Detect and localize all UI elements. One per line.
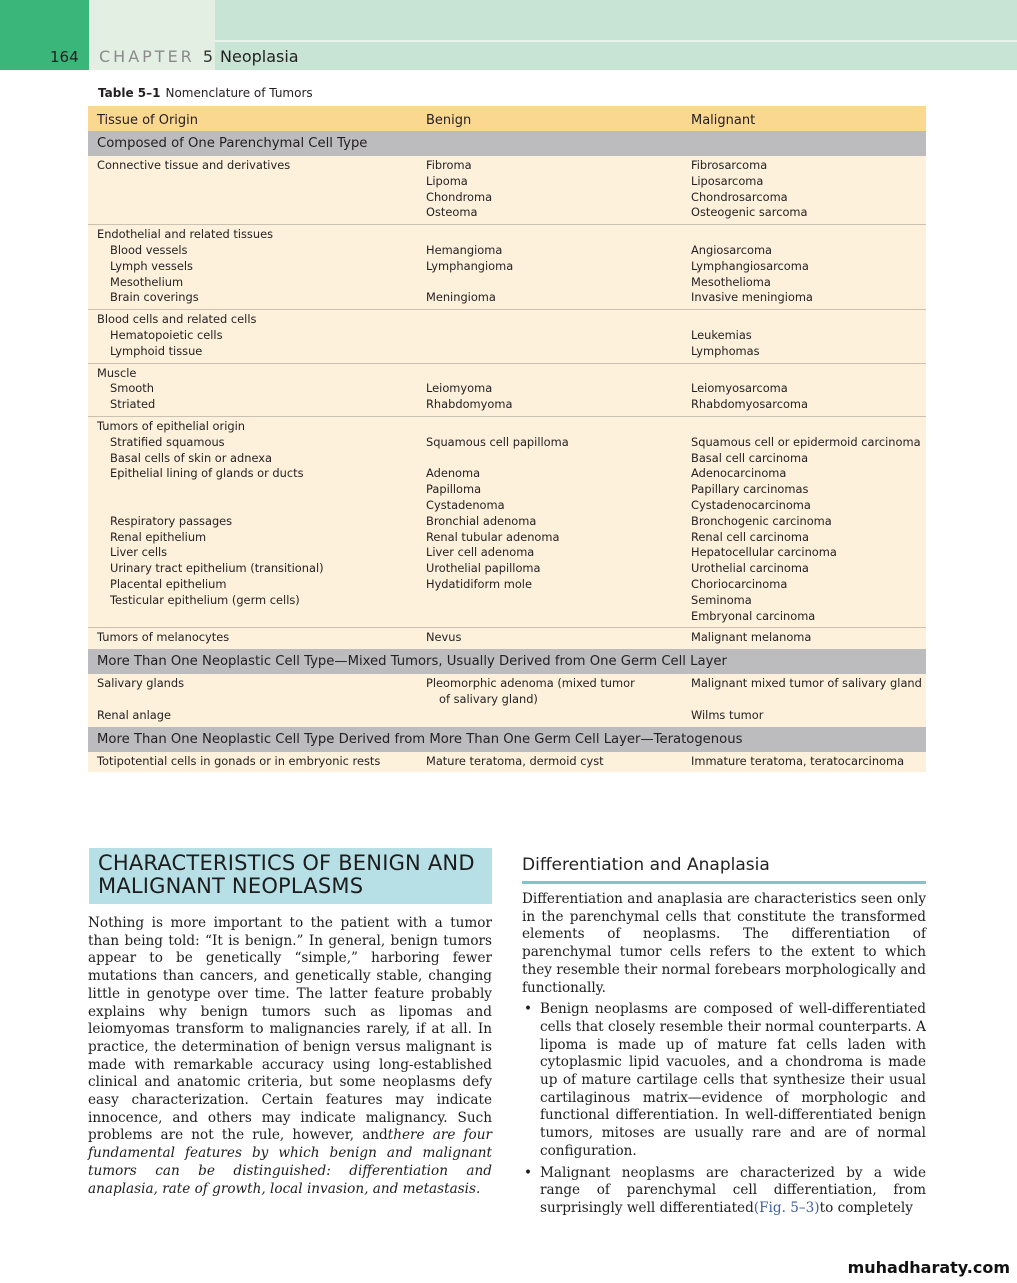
table-row-group [88, 225, 926, 310]
malignant-cell [691, 227, 926, 243]
origin-cell: Hematopoietic cells [110, 327, 223, 342]
table-row-group [88, 364, 926, 417]
malignant-cell-column [691, 312, 926, 359]
benign-cell [426, 609, 691, 625]
origin-cell: Epithelial lining of glands or ducts [110, 466, 304, 481]
origin-cell: Striated [110, 397, 156, 412]
origin-cell: Brain coverings [110, 290, 199, 305]
origin-cell [97, 482, 426, 498]
malignant-cell: Chondrosarcoma [691, 189, 788, 204]
figure-reference-link[interactable]: (Fig. 5–3) [753, 1199, 820, 1216]
malignant-cell-column [691, 419, 926, 624]
intro-text: Nothing is more important to the patient with a tumor than being told: “It is benign.” In general, benign tumors appear to be genetically “simple,” harboring fewer mutations than cancers, and genetically stable, changing little in genotype over time. The latter feature probably explains why benign tumors such as lipomas and leiomyomas transform to malignancies rarely, if at all. In practice, the determination of benign versus malignant is made with remarkable accuracy using long-established clinical and anatomic criteria, but some neoplasms defy easy characterization. Certain features may indicate innocence, and others may indicate malignancy. Such problems are not the rule, however, and [88, 915, 492, 1144]
malignant-cell: Leiomyosarcoma [691, 381, 788, 396]
benign-cell [426, 593, 691, 609]
table-section-header: More Than One Neoplastic Cell Type—Mixed Tumors, Usually Derived from One Germ Cell Layer [88, 649, 926, 674]
column-header-malignant: Malignant [691, 113, 756, 129]
benign-cell: Fibroma [426, 158, 472, 172]
origin-cell: Tumors of epithelial origin [97, 418, 245, 433]
benign-cell: Urothelial papilloma [426, 561, 541, 576]
subsection-rule [522, 881, 926, 884]
page-number: 164 [50, 48, 79, 66]
malignant-cell-column [691, 227, 926, 306]
origin-cell: Mesothelium [110, 274, 184, 289]
header-band [215, 0, 1017, 70]
bullet-item-benign [522, 1001, 926, 1160]
origin-cell: Blood cells and related cells [97, 312, 257, 327]
origin-cell [97, 174, 426, 190]
column-header-benign: Benign [426, 113, 472, 129]
origin-cell: Muscle [97, 365, 137, 380]
section-heading-line-2: MALIGNANT NEOPLASMS [98, 874, 364, 898]
origin-cell: Respiratory passages [110, 513, 233, 528]
malignant-cell: Malignant melanoma [691, 630, 812, 645]
benign-cell-column [426, 630, 691, 646]
origin-cell [97, 498, 426, 514]
origin-cell: Connective tissue and derivatives [97, 158, 291, 172]
benign-cell: Leiomyoma [426, 381, 493, 396]
malignant-cell: Choriocarcinoma [691, 576, 788, 591]
section-heading-line-1: CHARACTERISTICS OF BENIGN AND [98, 851, 475, 875]
table-row-group [88, 156, 926, 225]
bullet-item-malignant [522, 1165, 926, 1218]
malignant-cell: Osteogenic sarcoma [691, 205, 808, 220]
table-title: Nomenclature of Tumors [165, 86, 313, 100]
differentiation-paragraph: Differentiation and anaplasia are characteristics seen only in the parenchymal cells that constitute the transformed elements of neoplasms. The differentiation of parenchymal tumor cells refers to the extent to which they resemble their normal forebears morphologically and functionally. [522, 891, 926, 996]
origin-cell: Testicular epithelium (germ cells) [110, 592, 300, 607]
column-header-origin: Tissue of Origin [97, 113, 199, 129]
malignant-cell: Fibrosarcoma [691, 158, 768, 172]
header-rule [215, 40, 1017, 42]
benign-cell: Squamous cell papilloma [426, 434, 569, 449]
bullet-text: Malignant neoplasms are characterized by a wide range of parenchymal cell differentiation, from surprisingly well differentiated [540, 1164, 926, 1216]
benign-cell: Osteoma [426, 205, 478, 220]
benign-cell [426, 344, 691, 360]
origin-cell: Urinary tract epithelium (transitional) [110, 561, 324, 576]
benign-cell-column [426, 676, 691, 723]
benign-cell-column [426, 158, 691, 221]
origin-cell: Salivary glands [97, 676, 185, 691]
benign-cell [426, 419, 691, 435]
origin-cell-column [88, 419, 426, 624]
malignant-cell: Wilms tumor [691, 707, 764, 722]
nomenclature-table [88, 106, 926, 772]
benign-cell-column [426, 366, 691, 413]
malignant-cell: Leukemias [691, 327, 752, 342]
origin-cell-column [88, 158, 426, 221]
malignant-cell: Rhabdomyosarcoma [691, 397, 809, 412]
benign-cell [426, 312, 691, 328]
origin-cell: Basal cells of skin or adnexa [110, 450, 273, 465]
origin-cell: Totipotential cells in gonads or in embryonic rests [97, 753, 381, 768]
origin-cell-column [88, 312, 426, 359]
benign-cell-column [426, 419, 691, 624]
malignant-cell: Lymphangiosarcoma [691, 258, 809, 273]
right-column-text [522, 891, 926, 1218]
malignant-cell-column [691, 366, 926, 413]
malignant-cell: Renal cell carcinoma [691, 529, 809, 544]
malignant-cell: Basal cell carcinoma [691, 450, 809, 465]
chapter-word: CHAPTER [99, 47, 195, 66]
origin-cell: Renal epithelium [110, 529, 207, 544]
malignant-cell: Immature teratoma, teratocarcinoma [691, 753, 905, 768]
malignant-cell [691, 312, 926, 328]
benign-cell: Nevus [426, 630, 462, 645]
table-row-group [88, 628, 926, 649]
origin-cell [97, 190, 426, 206]
chapter-label [99, 47, 213, 66]
benign-cell-column [426, 312, 691, 359]
benign-cell: Cystadenoma [426, 497, 505, 512]
origin-cell [97, 609, 426, 625]
benign-cell-column [426, 227, 691, 306]
origin-cell-column [88, 676, 426, 723]
bullet-text-end: to completely [819, 1199, 913, 1216]
benign-cell: Mature teratoma, dermoid cyst [426, 753, 604, 768]
bullet-icon: • [524, 1164, 533, 1181]
benign-cell [426, 275, 691, 291]
benign-cell: of salivary gland) [439, 691, 538, 706]
origin-cell: Smooth [110, 381, 154, 396]
table-row-group [88, 310, 926, 363]
origin-cell: Placental epithelium [110, 576, 227, 591]
malignant-cell [691, 366, 926, 382]
bullet-icon: • [524, 1001, 533, 1018]
intro-paragraph [88, 915, 492, 1198]
table-row-group [88, 752, 926, 773]
benign-cell: Lymphangioma [426, 258, 514, 273]
malignant-cell [691, 419, 926, 435]
origin-cell [97, 692, 426, 708]
malignant-cell: Bronchogenic carcinoma [691, 513, 832, 528]
benign-cell [426, 708, 691, 724]
watermark: muhadharaty.com [847, 1258, 1010, 1277]
benign-cell: Chondroma [426, 189, 493, 204]
origin-cell-column [88, 366, 426, 413]
benign-cell: Papilloma [426, 482, 482, 497]
malignant-cell-column [691, 676, 926, 723]
malignant-cell: Hepatocellular carcinoma [691, 545, 837, 560]
benign-cell: Pleomorphic adenoma (mixed tumor [426, 676, 635, 691]
intro-italic-text: there are four fundamental features by which benign and malignant tumors can be distinguished: differentiation and anaplasia, rate of growth, local invasion, and metastasis. [88, 1127, 492, 1197]
malignant-cell: Squamous cell or epidermoid carcinoma [691, 434, 921, 449]
malignant-cell: Urothelial carcinoma [691, 561, 809, 576]
benign-cell: Hemangioma [426, 242, 503, 257]
benign-cell-column [426, 754, 691, 770]
malignant-cell: Lymphomas [691, 343, 760, 358]
malignant-cell: Embryonal carcinoma [691, 608, 816, 623]
malignant-cell: Liposarcoma [691, 173, 764, 188]
table-row-group [88, 417, 926, 628]
origin-cell: Lymph vessels [110, 258, 193, 273]
origin-cell: Tumors of melanocytes [97, 630, 230, 645]
benign-cell [426, 328, 691, 344]
malignant-cell-column [691, 630, 926, 646]
malignant-cell: Mesothelioma [691, 274, 771, 289]
origin-cell: Liver cells [110, 545, 168, 560]
subsection-heading: Differentiation and Anaplasia [522, 855, 770, 875]
chapter-number: 5 [202, 47, 214, 66]
benign-cell [426, 366, 691, 382]
origin-cell: Endothelial and related tissues [97, 227, 274, 242]
malignant-cell: Seminoma [691, 592, 752, 607]
malignant-cell: Papillary carcinomas [691, 482, 809, 497]
origin-cell-column [88, 227, 426, 306]
malignant-cell: Invasive meningioma [691, 290, 813, 305]
table-section-header: Composed of One Parenchymal Cell Type [88, 131, 926, 156]
origin-cell-column [88, 754, 426, 770]
origin-cell: Renal anlage [97, 707, 171, 722]
benign-cell [426, 227, 691, 243]
benign-cell: Lipoma [426, 173, 468, 188]
origin-cell: Stratified squamous [110, 434, 225, 449]
origin-cell: Blood vessels [110, 242, 188, 257]
bullet-text: Benign neoplasms are composed of well-differentiated cells that closely resemble their normal counterparts. A lipoma is made up of mature fat cells laden with cytoplasmic lipid vacuoles, and a chondroma is made up of mature cartilage cells that synthesize their usual cartilaginous matrix—evidence of morphologic and functional differentiation. In well-differentiated benign tumors, mitoses are usually rare and are of normal configuration. [540, 1001, 926, 1159]
malignant-cell: Malignant mixed tumor of salivary gland [691, 676, 922, 691]
origin-cell-column [88, 630, 426, 646]
benign-cell: Rhabdomyoma [426, 397, 513, 412]
benign-cell: Meningioma [426, 290, 496, 305]
table-row-group [88, 674, 926, 726]
benign-cell: Adenoma [426, 466, 481, 481]
table-body [88, 131, 926, 772]
benign-cell: Renal tubular adenoma [426, 529, 560, 544]
table-section-header: More Than One Neoplastic Cell Type Derived from More Than One Germ Cell Layer—Teratogenous [88, 727, 926, 752]
benign-cell: Bronchial adenoma [426, 513, 537, 528]
malignant-cell-column [691, 158, 926, 221]
origin-cell [97, 205, 426, 221]
origin-cell: Lymphoid tissue [110, 343, 203, 358]
malignant-cell [691, 692, 926, 708]
malignant-cell: Cystadenocarcinoma [691, 497, 811, 512]
chapter-title: Neoplasia [220, 47, 299, 66]
table-caption [98, 86, 313, 100]
bullet-list [522, 1001, 926, 1217]
table-label: Table 5–1 [98, 86, 161, 100]
table-header-row [88, 106, 926, 131]
malignant-cell-column [691, 754, 926, 770]
benign-cell [426, 451, 691, 467]
malignant-cell: Angiosarcoma [691, 242, 773, 257]
benign-cell: Hydatidiform mole [426, 576, 532, 591]
section-heading-box [89, 848, 492, 904]
malignant-cell: Adenocarcinoma [691, 466, 787, 481]
benign-cell: Liver cell adenoma [426, 545, 535, 560]
